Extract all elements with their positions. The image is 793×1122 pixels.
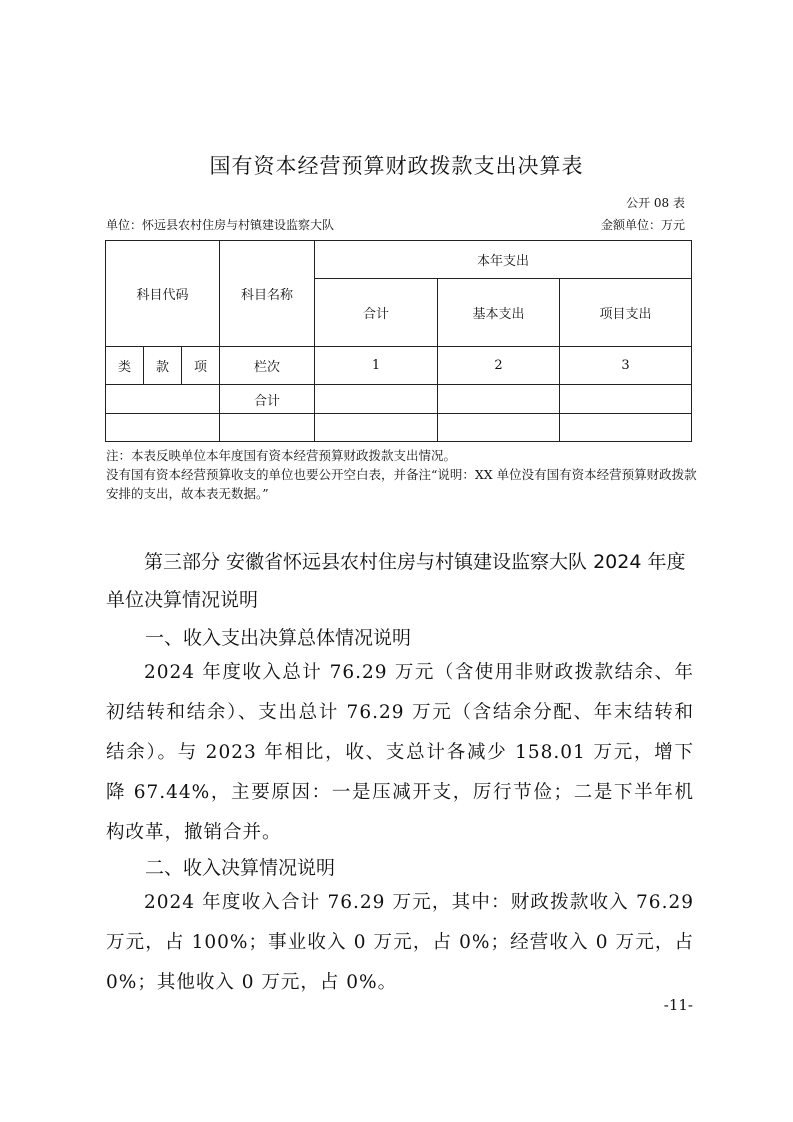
paragraph-income-expense-overview: 2024 年度收入总计 76.29 万元（含使用非财政拨款结余、年初结转和结余）、支出总计 76.29 万元（含结余分配、年末结转和结余）。与 2023 年相比，收、支总计各减少 158.01 万元，增下降 67.44%，主要原因：一是压减开支，厉行节俭；二是下半年机构改革，撤销合并。 [106, 662, 694, 843]
sub-header-lei: 类 [106, 347, 144, 385]
unit-label: 单位：怀远县农村住房与村镇建设监察大队 [106, 218, 335, 232]
empty-row-code [106, 414, 220, 442]
header-current-year-expense: 本年支出 [315, 241, 692, 279]
subheading-income-expense-overview: 一、收入支出决算总体情况说明 [145, 627, 412, 649]
total-row-total [315, 385, 438, 414]
total-row-basic [438, 385, 560, 414]
subheading-income-statement: 二、收入决算情况说明 [145, 857, 336, 879]
note-line-1: 注：本表反映单位本年度国有资本经营预算财政拨款支出情况。 [106, 448, 457, 463]
page-title: 国有资本经营预算财政拨款支出决算表 [209, 154, 584, 178]
empty-row-basic [438, 414, 560, 442]
row-number-label: 栏次 [220, 347, 315, 385]
money-unit-label: 金额单位：万元 [600, 218, 685, 232]
paragraph-income-statement: 2024 年度收入合计 76.29 万元，其中：财政拨款收入 76.29 万元，占 100%；事业收入 0 万元，占 0%；经营收入 0 万元，占 0%；其他收入 0 万元，占 0%。 [106, 892, 694, 993]
sub-header-xiang: 项 [182, 347, 220, 385]
total-row-label: 合计 [220, 385, 315, 414]
page-number: -11- [663, 996, 693, 1014]
empty-row-total [315, 414, 438, 442]
header-subject-name: 科目名称 [220, 241, 315, 347]
total-row-project [560, 385, 692, 414]
header-basic-expense: 基本支出 [438, 279, 560, 347]
sub-header-kuan: 款 [144, 347, 182, 385]
header-project-expense: 项目支出 [560, 279, 692, 347]
header-total: 合计 [315, 279, 438, 347]
column-number-2: 2 [438, 347, 560, 385]
column-number-1: 1 [315, 347, 438, 385]
column-number-3: 3 [560, 347, 692, 385]
header-subject-code: 科目代码 [106, 241, 220, 347]
budget-table [105, 240, 692, 442]
empty-row-project [560, 414, 692, 442]
note-line-2: 没有国有资本经营预算收支的单位也要公开空白表，并备注“说明：XX 单位没有国有资本经营预算财政拨款安排的支出，故本表无数据。” [106, 467, 697, 501]
total-row-code [106, 385, 220, 414]
empty-row-name [220, 414, 315, 442]
form-code: 公开 08 表 [626, 196, 685, 210]
table-notes [106, 446, 706, 503]
section-heading: 第三部分 安徽省怀远县农村住房与村镇建设监察大队 2024 年度单位决算情况说明 [106, 551, 686, 611]
